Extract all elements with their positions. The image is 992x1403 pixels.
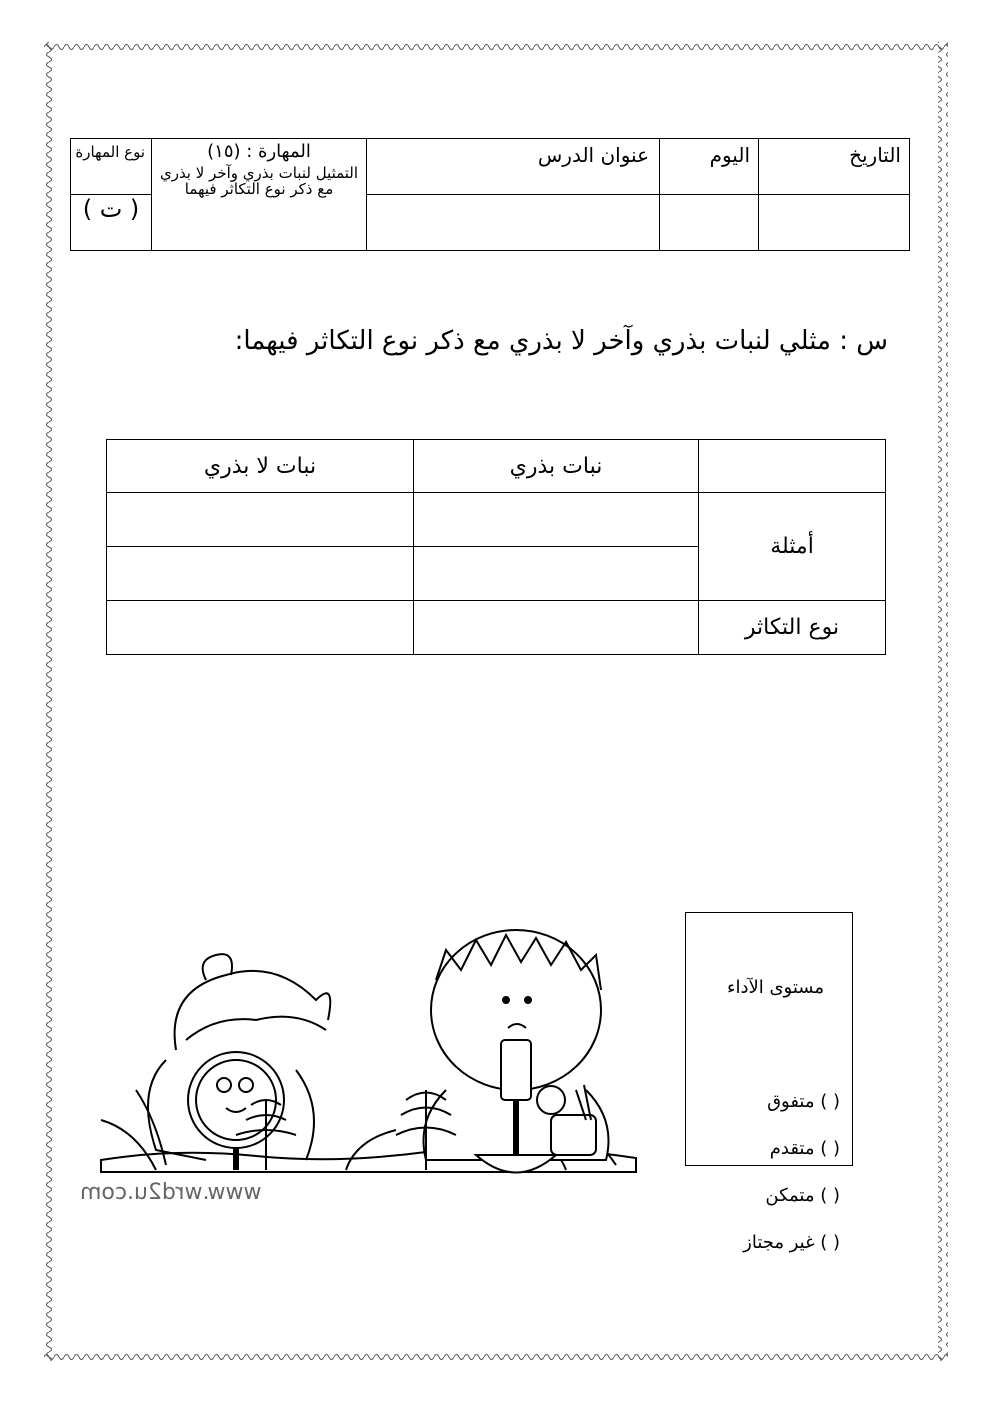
date-label: التاريخ [759,139,910,195]
answer-cell-nonseed-example-1[interactable] [107,493,414,547]
children-gardening-illustration [96,920,656,1175]
question-text: س : مثلي لنبات بذري وآخر لا بذري مع ذكر نوع التكاثر فيهما: [234,326,888,356]
corner-cell [699,440,886,493]
skill-description: التمثيل لنبات بذري وآخر لا بذري مع ذكر نوع التكاثر فيهما [159,163,359,198]
watermark-text: www.wrd2u.com [80,1180,262,1205]
answer-cell-seed-example-2[interactable] [414,547,699,601]
skill-type-value: ( ت ) [71,195,152,251]
row-label-reproduction: نوع التكاثر [699,601,886,655]
header-seed-plant: نبات بذري [414,440,699,493]
header-table [70,138,910,251]
skill-label: المهارة : (١٥) [207,141,311,162]
answer-cell-seed-reproduction[interactable] [414,601,699,655]
lesson-title-label: عنوان الدرس [367,139,660,195]
lesson-title-field[interactable] [367,195,660,251]
level-advanced[interactable]: ( ) متقدم [769,1138,840,1159]
skill-cell [152,139,367,251]
row-label-examples: أمثلة [699,493,886,601]
date-field[interactable] [759,195,910,251]
performance-title: مستوى الآداء [727,977,824,998]
answer-cell-nonseed-example-2[interactable] [107,547,414,601]
answer-table [106,439,886,655]
answer-cell-seed-example-1[interactable] [414,493,699,547]
performance-box [685,912,853,1253]
answer-cell-nonseed-reproduction[interactable] [107,601,414,655]
level-proficient[interactable]: ( ) متمكن [765,1185,840,1206]
level-not-passed[interactable]: ( ) غير مجتاز [743,1232,840,1253]
level-excellent[interactable]: ( ) متفوق [767,1091,840,1112]
day-field[interactable] [660,195,759,251]
day-label: اليوم [660,139,759,195]
header-nonseed-plant: نبات لا بذري [107,440,414,493]
skill-type-label: نوع المهارة [71,139,152,195]
